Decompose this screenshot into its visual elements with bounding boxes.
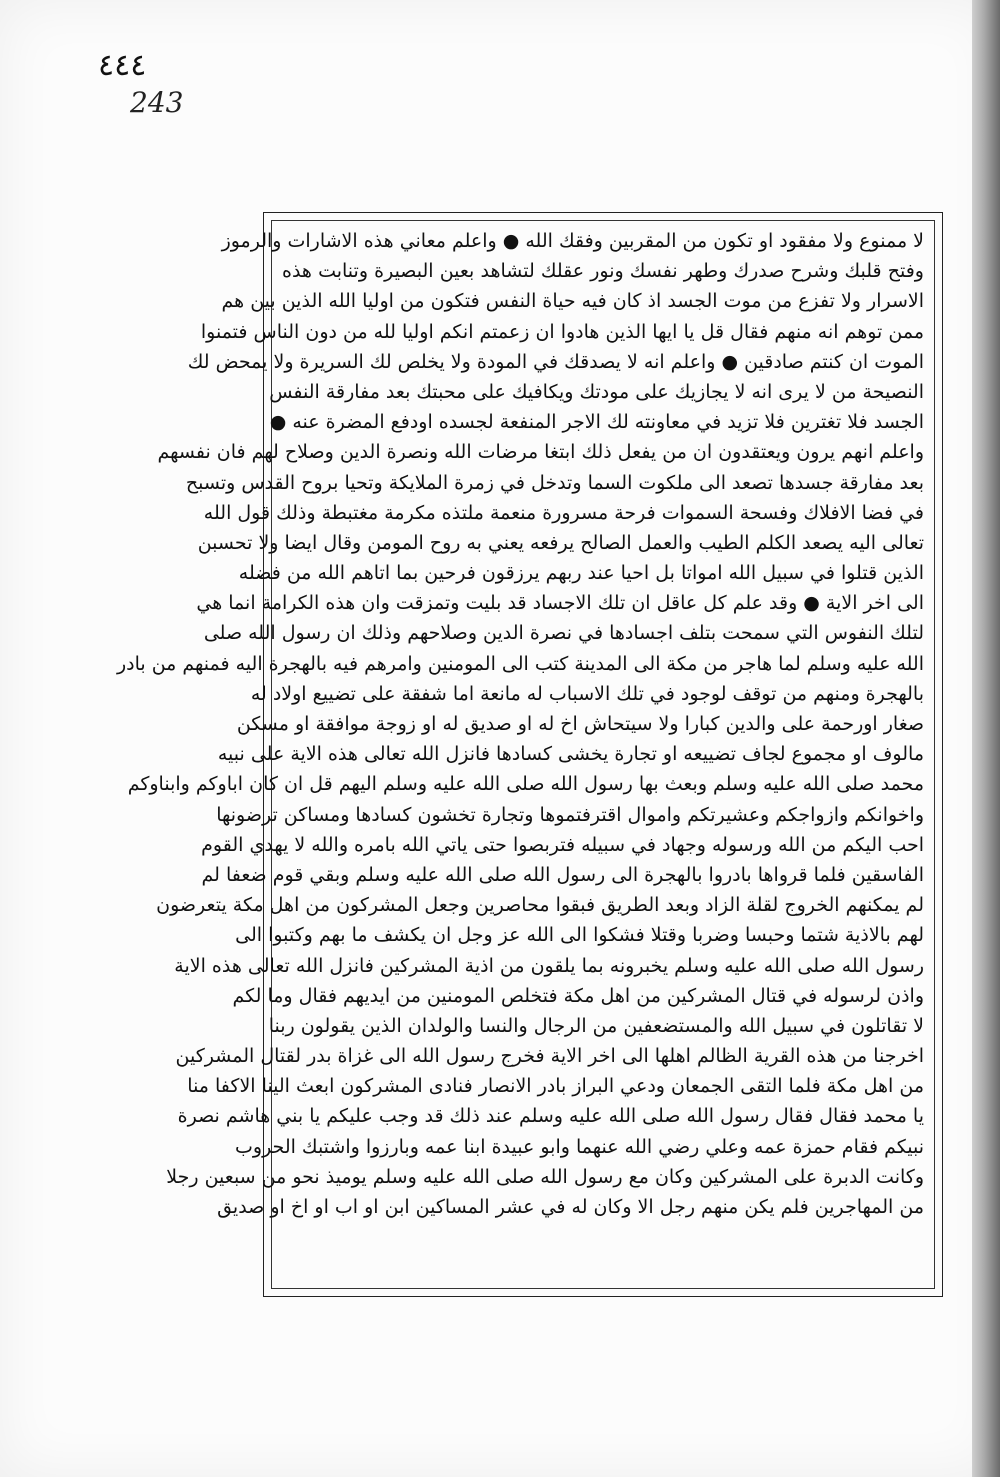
text-line: لا ممنوع ولا مفقود او تكون من المقربين وفقك الله ● واعلم معاني هذه الاشارات والرموز [221, 230, 924, 252]
text-line: احب اليكم من الله ورسوله وجهاد في سبيله فتربصوا حتى ياتي الله بامره والله لا يهدي القوم [201, 833, 924, 856]
text-line: مالوف او مجموع لجاف تضييعه او تجارة يخشى كسادها فانزل الله تعالى هذه الاية على نبيه [217, 743, 924, 766]
text-line: لهم بالاذية شتما وحبسا وضربا وقتلا فشكوا الى الله عز وجل ان يكشف ما بهم وكتبوا الى [235, 924, 924, 947]
text-line: الجسد فلا تغترين فلا تزيد في معاونته لك الاجر المنفعة لجسده اودفع المضرة عنه ● [269, 411, 924, 434]
text-line: الله عليه وسلم لما هاجر من مكة الى المدينة كتب الى المومنين وامرهم فيه بالهجرة اليه فمنهم من بادر [116, 652, 924, 675]
text-line: من اهل مكة فلما التقى الجمعان ودعي البراز بادر الانصار فنادى المشركون ابعث الينا الاكفا منا [187, 1075, 924, 1098]
text-line: اخرجنا من هذه القرية الظالم اهلها الى اخر الاية فخرج رسول الله الى غزاة بدر لقتال المشركين [175, 1045, 924, 1068]
text-line: محمد صلى الله عليه وسلم وبعث بها رسول الله صلى الله عليه وسلم اليهم قل ان كان اباوكم وابناوكم [127, 773, 924, 796]
text-line: بعد مفارقة جسدها تصعد الى ملكوت السما وتدخل في زمرة الملايكة وتحيا بروح القدس وتسبح [185, 471, 924, 494]
manuscript-text-block [116, 226, 924, 1286]
text-line: لا تقاتلون في سبيل الله والمستضعفين من الرجال والنسا والولدان الذين يقولون ربنا [268, 1014, 924, 1037]
text-line: وكانت الدبرة على المشركين وكان مع رسول الله صلى الله عليه وسلم يوميذ نحو من سبعين رجلا [166, 1165, 924, 1188]
folio-number: 243 [130, 86, 184, 119]
text-line: بالهجرة ومنهم من توقف لوجود في تلك الاسباب له مانعة اما شفقة على تضييع اولاد له [250, 682, 924, 705]
page-edge-shadow [972, 0, 1000, 1477]
text-line: في فضا الافلاك وفسحة السموات فرحة مسرورة منعمة ملتذه مكرمة مغتبطة وذلك قول الله [203, 501, 924, 524]
text-line: صغار اورحمة على والدين كبارا ولا سيتحاش اخ له او صديق له او زوجة موافقة او مسكن [236, 713, 924, 735]
text-line: واذن لرسوله في قتال المشركين من اهل مكة فتخلص المومنين من ايديهم فقال وما لكم [232, 984, 924, 1007]
text-line: واخوانكم وازواجكم وعشيرتكم واموال اقترفتموها وتجارة تخشون كسادها ومساكن ترضونها [216, 803, 924, 826]
text-line: يا محمد فقال فقال رسول الله صلى الله عليه وسلم عند ذلك قد وجب عليكم يا بني هاشم نصرة [177, 1105, 924, 1128]
text-line: لتلك النفوس التي سمحت بتلف اجسادها في نصرة الدين وصلاحهم وذلك ان رسول الله صلى [203, 622, 924, 645]
text-line: الفاسقين فلما قرواها بادروا بالهجرة الى رسول الله صلى الله عليه وسلم وبقي قوم ضعفا لم [201, 863, 924, 886]
text-line: النصيحة من لا يرى انه لا يجازيك على مودتك ويكافيك على محبتك بعد مفارقة النفس [269, 380, 924, 403]
text-line: من المهاجرين فلم يكن منهم رجل الا وكان له في عشر المساكين ابن او اب او اخ او صديق [217, 1196, 924, 1218]
text-line: ممن توهم انه منهم فقال قل يا ايها الذين هادوا ان زعمتم انكم اوليا لله من دون الناس فتمنوا [200, 320, 924, 343]
text-line: وفتح قلبك وشرح صدرك وطهر نفسك ونور عقلك لتشاهد بعين البصيرة وتنابت هذه [282, 260, 924, 283]
text-line: الى اخر الاية ● وقد علم كل عاقل ان تلك الاجساد قد بليت وتمزقت وان هذه الكرامة انما هي [196, 592, 924, 615]
text-line: لم يمكنهم الخروج لقلة الزاد وبعد الطريق فبقوا محاصرين وجعل المشركون من اهل مكة يتعرضون [156, 894, 924, 917]
text-line: تعالى اليه يصعد الكلم الطيب والعمل الصالح يرفعه يعني به روح المومن وقال ايضا ولا تحسبن [197, 531, 924, 554]
page-number: ٤٤٤ [98, 48, 147, 83]
text-line: الذين قتلوا في سبيل الله امواتا بل احيا عند ربهم يرزقون فرحين بما اتاهم الله من فضله [238, 562, 924, 585]
text-line: الاسرار ولا تفزع من موت الجسد اذ كان فيه حياة النفس فتكون من اوليا الله الذين بين هم [221, 290, 924, 313]
text-line: الموت ان كنتم صادقين ● واعلم انه لا يصدقك في المودة ولا يخلص لك السريرة ولا يمحض لك [187, 350, 924, 373]
text-line: واعلم انهم يرون ويعتقدون ان من يفعل ذلك ابتغا مرضات الله ونصرة الدين وصلاح لهم فان نفسهم [157, 441, 924, 464]
text-line: رسول الله صلى الله عليه وسلم يخبرونه بما يلقون من اذية المشركين فانزل الله تعالى هذه الاية [174, 954, 924, 977]
text-line: نبيكم فقام حمزة عمه وعلي رضي الله عنهما وابو عبيدة ابنا عمه وبارزوا واشتبك الحروب [235, 1135, 924, 1158]
